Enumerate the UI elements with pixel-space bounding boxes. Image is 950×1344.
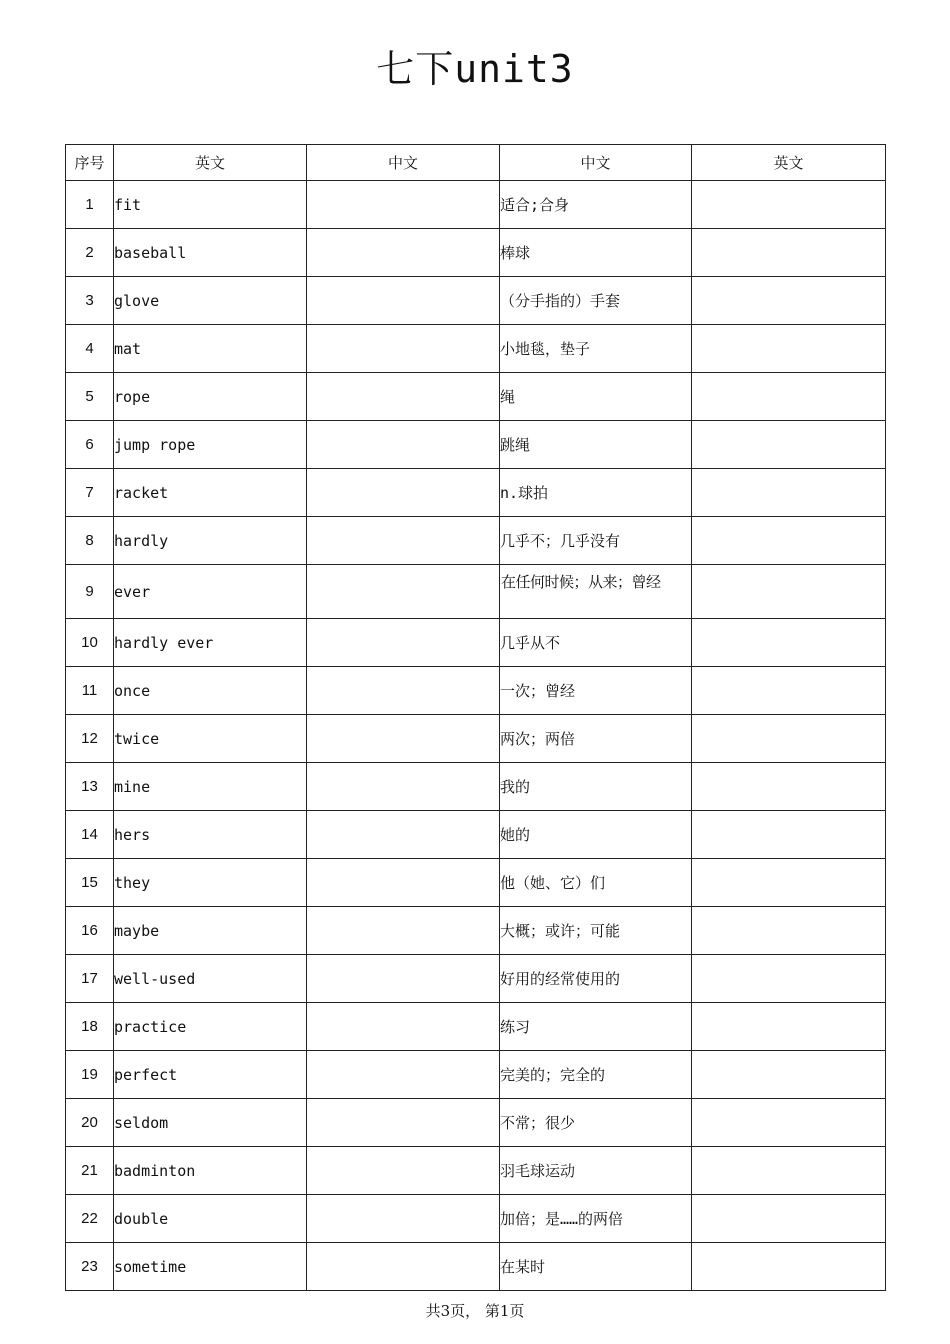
chinese-meaning: 跳绳 (500, 421, 692, 469)
table-row (66, 565, 886, 619)
chinese-meaning: 练习 (500, 1003, 692, 1051)
chinese-meaning: 羽毛球运动 (500, 1147, 692, 1195)
english-answer-blank[interactable] (692, 277, 886, 325)
chinese-meaning: 几乎不；几乎没有 (500, 517, 692, 565)
header-english-blank: 英文 (692, 145, 886, 181)
table-row (66, 955, 886, 1003)
header-english: 英文 (114, 145, 307, 181)
table-row (66, 907, 886, 955)
chinese-meaning: 一次；曾经 (500, 667, 692, 715)
chinese-meaning: （分手指的）手套 (500, 277, 692, 325)
english-word: jump rope (114, 421, 307, 469)
chinese-answer-blank[interactable] (307, 325, 500, 373)
english-word: sometime (114, 1243, 307, 1291)
chinese-answer-blank[interactable] (307, 715, 500, 763)
table-row (66, 181, 886, 229)
chinese-answer-blank[interactable] (307, 469, 500, 517)
english-word: badminton (114, 1147, 307, 1195)
chinese-meaning: 她的 (500, 811, 692, 859)
chinese-meaning: 在某时 (500, 1243, 692, 1291)
row-number: 12 (66, 715, 114, 763)
english-answer-blank[interactable] (692, 1051, 886, 1099)
table-row (66, 1147, 886, 1195)
table-row (66, 1003, 886, 1051)
chinese-meaning: 不常；很少 (500, 1099, 692, 1147)
chinese-meaning: n.球拍 (500, 469, 692, 517)
english-answer-blank[interactable] (692, 1003, 886, 1051)
english-word: seldom (114, 1099, 307, 1147)
chinese-answer-blank[interactable] (307, 907, 500, 955)
chinese-answer-blank[interactable] (307, 1099, 500, 1147)
english-word: practice (114, 1003, 307, 1051)
row-number: 14 (66, 811, 114, 859)
english-answer-blank[interactable] (692, 1147, 886, 1195)
table-header-row (66, 145, 886, 181)
vocabulary-table (65, 144, 886, 1291)
chinese-answer-blank[interactable] (307, 565, 500, 619)
table-row (66, 1099, 886, 1147)
english-answer-blank[interactable] (692, 469, 886, 517)
row-number: 20 (66, 1099, 114, 1147)
chinese-answer-blank[interactable] (307, 517, 500, 565)
chinese-answer-blank[interactable] (307, 667, 500, 715)
chinese-answer-blank[interactable] (307, 1003, 500, 1051)
english-answer-blank[interactable] (692, 517, 886, 565)
chinese-meaning: 好用的经常使用的 (500, 955, 692, 1003)
header-index: 序号 (66, 145, 114, 181)
chinese-meaning: 适合;合身 (500, 181, 692, 229)
chinese-meaning: 他（她、它）们 (500, 859, 692, 907)
row-number: 11 (66, 667, 114, 715)
chinese-answer-blank[interactable] (307, 1243, 500, 1291)
table-row (66, 469, 886, 517)
table-row (66, 859, 886, 907)
table-row (66, 619, 886, 667)
row-number: 21 (66, 1147, 114, 1195)
english-word: mat (114, 325, 307, 373)
chinese-meaning: 小地毯，垫子 (500, 325, 692, 373)
english-word: hardly (114, 517, 307, 565)
chinese-meaning: 几乎从不 (500, 619, 692, 667)
table-row (66, 373, 886, 421)
chinese-answer-blank[interactable] (307, 763, 500, 811)
english-answer-blank[interactable] (692, 619, 886, 667)
chinese-answer-blank[interactable] (307, 1195, 500, 1243)
english-word: ever (114, 565, 307, 619)
row-number: 22 (66, 1195, 114, 1243)
english-word: rope (114, 373, 307, 421)
english-answer-blank[interactable] (692, 667, 886, 715)
chinese-answer-blank[interactable] (307, 811, 500, 859)
table-row (66, 229, 886, 277)
english-word: once (114, 667, 307, 715)
table-row (66, 763, 886, 811)
row-number: 2 (66, 229, 114, 277)
row-number: 15 (66, 859, 114, 907)
english-word: baseball (114, 229, 307, 277)
english-word: fit (114, 181, 307, 229)
row-number: 16 (66, 907, 114, 955)
row-number: 6 (66, 421, 114, 469)
chinese-answer-blank[interactable] (307, 1051, 500, 1099)
english-answer-blank[interactable] (692, 763, 886, 811)
english-answer-blank[interactable] (692, 565, 886, 619)
row-number: 4 (66, 325, 114, 373)
table-row (66, 1051, 886, 1099)
english-answer-blank[interactable] (692, 373, 886, 421)
english-answer-blank[interactable] (692, 907, 886, 955)
row-number: 13 (66, 763, 114, 811)
row-number: 7 (66, 469, 114, 517)
row-number: 17 (66, 955, 114, 1003)
english-word: maybe (114, 907, 307, 955)
page-title: 七下unit3 (376, 47, 574, 91)
english-word: glove (114, 277, 307, 325)
english-answer-blank[interactable] (692, 1195, 886, 1243)
header-chinese: 中文 (500, 145, 692, 181)
header-chinese-blank: 中文 (307, 145, 500, 181)
table-row (66, 1195, 886, 1243)
table-row (66, 811, 886, 859)
table-row (66, 715, 886, 763)
english-answer-blank[interactable] (692, 181, 886, 229)
chinese-answer-blank[interactable] (307, 421, 500, 469)
chinese-meaning: 在任何时候；从来；曾经 (500, 565, 692, 619)
chinese-answer-blank[interactable] (307, 277, 500, 325)
chinese-meaning: 两次；两倍 (500, 715, 692, 763)
english-word: racket (114, 469, 307, 517)
chinese-meaning: 棒球 (500, 229, 692, 277)
chinese-answer-blank[interactable] (307, 955, 500, 1003)
table-row (66, 421, 886, 469)
english-word: double (114, 1195, 307, 1243)
row-number: 5 (66, 373, 114, 421)
chinese-answer-blank[interactable] (307, 181, 500, 229)
english-answer-blank[interactable] (692, 1099, 886, 1147)
english-answer-blank[interactable] (692, 229, 886, 277)
english-answer-blank[interactable] (692, 859, 886, 907)
english-word: hardly ever (114, 619, 307, 667)
chinese-meaning: 我的 (500, 763, 692, 811)
chinese-answer-blank[interactable] (307, 619, 500, 667)
chinese-meaning: 大概；或许；可能 (500, 907, 692, 955)
english-word: perfect (114, 1051, 307, 1099)
row-number: 18 (66, 1003, 114, 1051)
table-row (66, 1243, 886, 1291)
table-row (66, 325, 886, 373)
english-answer-blank[interactable] (692, 715, 886, 763)
english-answer-blank[interactable] (692, 325, 886, 373)
table-row (66, 517, 886, 565)
row-number: 8 (66, 517, 114, 565)
chinese-meaning: 绳 (500, 373, 692, 421)
row-number: 9 (66, 565, 114, 619)
chinese-answer-blank[interactable] (307, 1147, 500, 1195)
english-answer-blank[interactable] (692, 421, 886, 469)
english-word: well-used (114, 955, 307, 1003)
row-number: 23 (66, 1243, 114, 1291)
chinese-answer-blank[interactable] (307, 229, 500, 277)
chinese-meaning: 加倍；是……的两倍 (500, 1195, 692, 1243)
table-row (66, 277, 886, 325)
row-number: 10 (66, 619, 114, 667)
chinese-meaning: 完美的；完全的 (500, 1051, 692, 1099)
page-footer: 共3页， 第1页 (425, 1302, 525, 1320)
chinese-answer-blank[interactable] (307, 859, 500, 907)
row-number: 3 (66, 277, 114, 325)
english-answer-blank[interactable] (692, 811, 886, 859)
english-word: mine (114, 763, 307, 811)
english-word: hers (114, 811, 307, 859)
row-number: 19 (66, 1051, 114, 1099)
english-answer-blank[interactable] (692, 1243, 886, 1291)
row-number: 1 (66, 181, 114, 229)
table-row (66, 667, 886, 715)
english-answer-blank[interactable] (692, 955, 886, 1003)
chinese-answer-blank[interactable] (307, 373, 500, 421)
english-word: twice (114, 715, 307, 763)
english-word: they (114, 859, 307, 907)
